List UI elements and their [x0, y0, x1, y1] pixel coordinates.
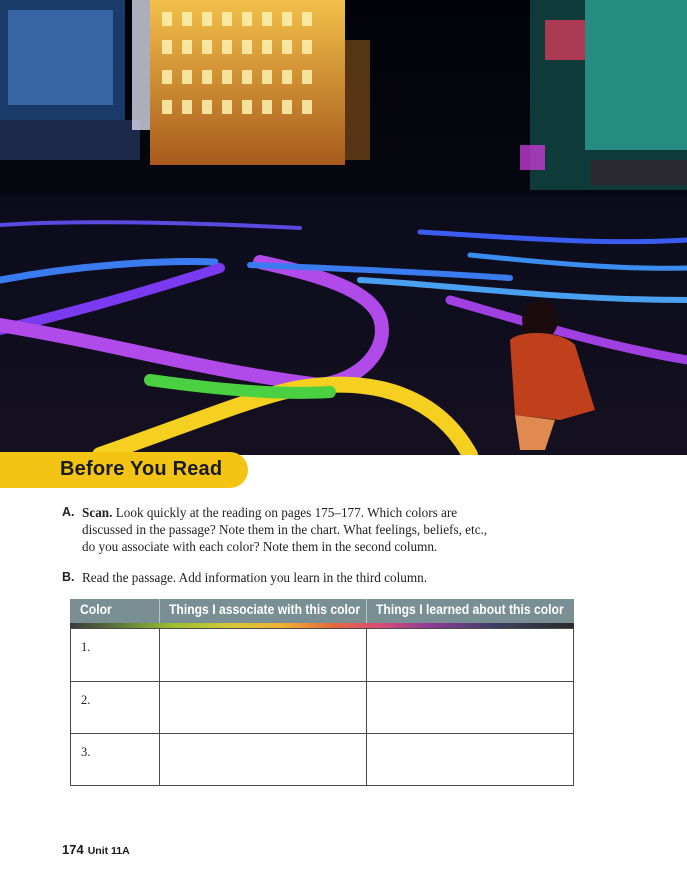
header-color: Color: [80, 602, 112, 617]
page-footer: [62, 841, 130, 859]
table-row-1-associate-cell[interactable]: [159, 628, 367, 682]
table-row-2-learned-cell[interactable]: [366, 681, 574, 734]
section-banner: [0, 452, 248, 488]
page-number: 174: [62, 842, 84, 857]
instruction-keyword: Scan.: [82, 505, 113, 520]
table-row-3-associate-cell[interactable]: [159, 733, 367, 786]
header-divider: [159, 599, 160, 623]
color-chart-table: [70, 599, 574, 786]
instruction-line: Look quickly at the reading on pages 175–177. Which colors are: [115, 505, 458, 520]
table-row-3-color-cell[interactable]: [70, 733, 160, 786]
header-learned: Things I learned about this color: [376, 602, 564, 617]
header-associate: Things I associate with this color: [169, 602, 361, 617]
row-number: 1.: [81, 640, 91, 654]
table-row-2-associate-cell[interactable]: [159, 681, 367, 734]
section-title: Before You Read: [60, 458, 223, 480]
table-row-1-color-cell[interactable]: [70, 628, 160, 682]
unit-label: Unit 11A: [87, 845, 130, 857]
row-number: 3.: [81, 745, 91, 759]
table-row-3-learned-cell[interactable]: [366, 733, 574, 786]
instruction-body: [82, 504, 552, 555]
row-number: 2.: [81, 693, 91, 707]
instruction-line: do you associate with each color? Note them in the second column.: [82, 539, 438, 554]
header-divider: [366, 599, 367, 623]
instruction-line: discussed in the passage? Note them in the chart. What feelings, beliefs, etc.,: [82, 522, 488, 537]
instruction-letter: A.: [62, 505, 75, 519]
instruction-line: Read the passage. Add information you learn in the third column.: [82, 570, 427, 585]
instruction-body: [82, 569, 552, 586]
instruction-letter: B.: [62, 570, 75, 584]
table-row-2-color-cell[interactable]: [70, 681, 160, 734]
table-row-1-learned-cell[interactable]: [366, 628, 574, 682]
table-header: [70, 599, 574, 623]
